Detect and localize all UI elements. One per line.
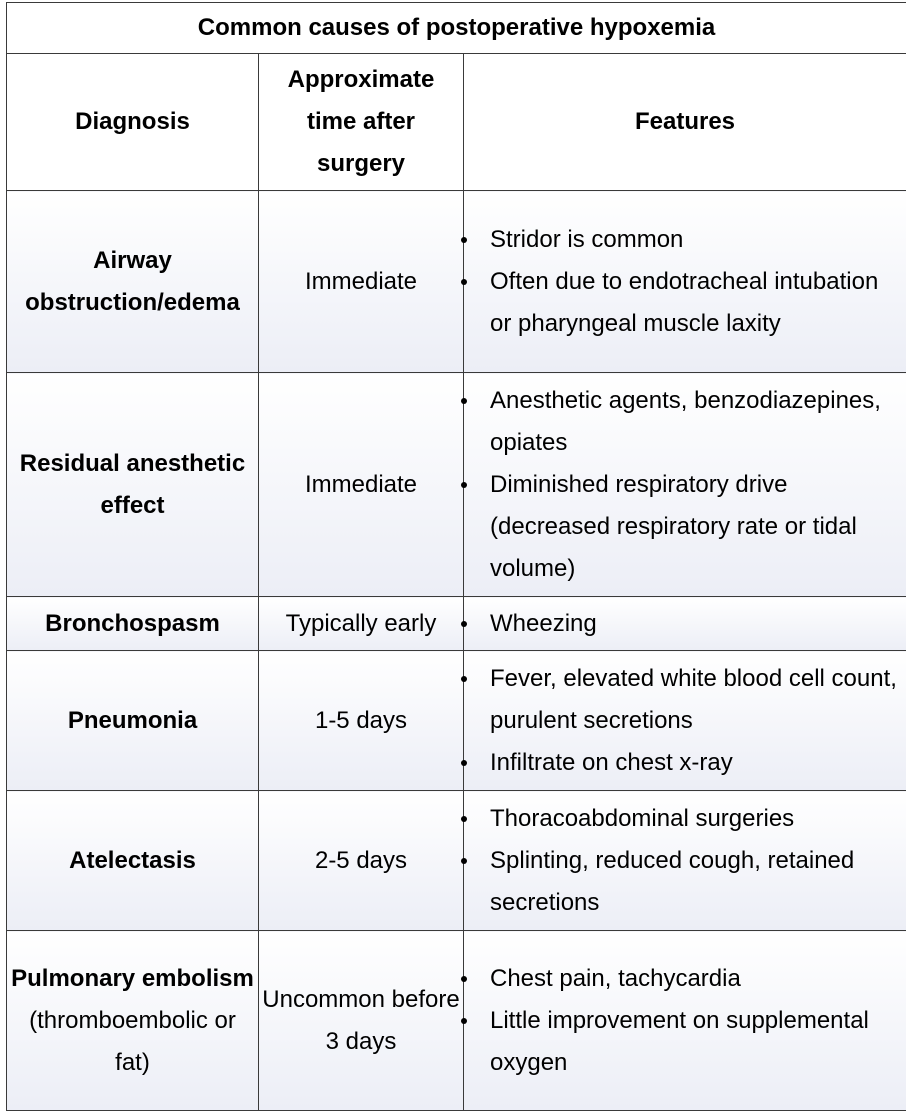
time-cell: Uncommon before 3 days (259, 931, 464, 1111)
time-cell: Immediate (259, 191, 464, 373)
diagnosis-subtitle: (thromboembolic or fat) (10, 1000, 255, 1084)
feature-list (464, 798, 902, 924)
time-cell: 1-5 days (259, 651, 464, 791)
table-row (7, 373, 906, 597)
features-cell (464, 791, 906, 931)
feature-item: Often due to endotracheal intubation or pharyngeal muscle laxity (464, 261, 902, 345)
features-cell (464, 931, 906, 1111)
features-cell (464, 651, 906, 791)
feature-list (464, 603, 902, 645)
diagnosis-cell (7, 931, 259, 1111)
diagnosis-cell (7, 791, 259, 931)
table-row (7, 931, 906, 1111)
features-cell (464, 597, 906, 651)
diagnosis-name: Bronchospasm (45, 610, 220, 637)
feature-item: Wheezing (464, 603, 902, 645)
feature-list (464, 658, 902, 784)
feature-item: Anesthetic agents, benzodiazepines, opiates (464, 380, 902, 464)
features-cell (464, 191, 906, 373)
table-row (7, 597, 906, 651)
time-cell: Typically early (259, 597, 464, 651)
diagnosis-name: Airway obstruction/edema (25, 247, 240, 316)
diagnosis-cell (7, 373, 259, 597)
diagnosis-name: Residual anesthetic effect (20, 450, 245, 519)
feature-item: Chest pain, tachycardia (464, 958, 902, 1000)
column-header-time: Approximate time after surgery (259, 54, 464, 191)
feature-item: Infiltrate on chest x-ray (464, 742, 902, 784)
diagnosis-name: Pneumonia (68, 707, 197, 734)
table-row (7, 651, 906, 791)
table-row (7, 791, 906, 931)
time-cell: 2-5 days (259, 791, 464, 931)
feature-item: Splinting, reduced cough, retained secretions (464, 840, 902, 924)
feature-item: Little improvement on supplemental oxygen (464, 1000, 902, 1084)
feature-item: Stridor is common (464, 219, 902, 261)
diagnosis-name: Pulmonary embolism (11, 965, 254, 992)
feature-item: Diminished respiratory drive (decreased respiratory rate or tidal volume) (464, 464, 902, 590)
time-cell: Immediate (259, 373, 464, 597)
feature-list (464, 380, 902, 590)
column-header-diagnosis: Diagnosis (7, 54, 259, 191)
diagnosis-cell (7, 191, 259, 373)
diagnosis-cell (7, 597, 259, 651)
table-title: Common causes of postoperative hypoxemia (7, 3, 906, 54)
features-cell (464, 373, 906, 597)
hypoxemia-causes-table (6, 2, 906, 1111)
diagnosis-cell (7, 651, 259, 791)
feature-list (464, 219, 902, 345)
feature-list (464, 958, 902, 1084)
table-row (7, 191, 906, 373)
feature-item: Fever, elevated white blood cell count, purulent secretions (464, 658, 902, 742)
column-header-features: Features (464, 54, 906, 191)
diagnosis-name: Atelectasis (69, 847, 196, 874)
feature-item: Thoracoabdominal surgeries (464, 798, 902, 840)
